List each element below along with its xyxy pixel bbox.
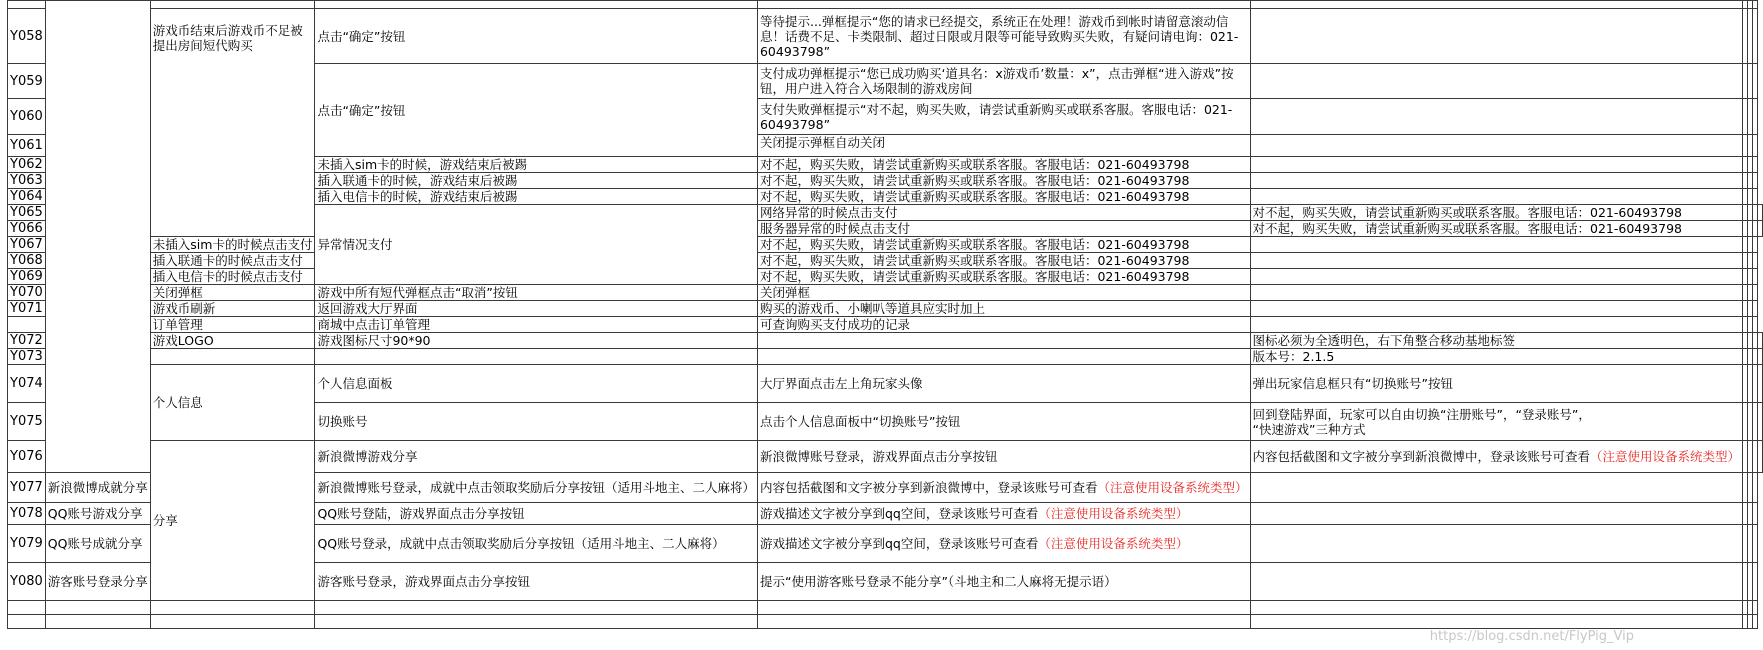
expected-text: 游戏描述文字被分享到qq空间，登录该账号可查看 xyxy=(759,536,1039,551)
table-row xyxy=(8,601,1763,615)
case-id: Y077 xyxy=(8,473,46,503)
test-step: 未插入sim卡的时候点击支付 xyxy=(150,237,315,253)
case-id: Y080 xyxy=(8,563,46,601)
table-row xyxy=(8,317,1763,333)
test-step: 插入电信卡的时候点击支付 xyxy=(150,269,315,285)
expected-result: 弹出玩家信息框只有“切换账号”按钮 xyxy=(1250,365,1743,403)
case-id: Y060 xyxy=(8,99,46,135)
case-id: Y059 xyxy=(8,64,46,99)
test-step: 新浪微博账号登录，成就中点击领取奖励后分享按钮（适用斗地主、二人麻将） xyxy=(315,473,758,503)
expected-result: 对不起，购买失败，请尝试重新购买或联系客服。客服电话：021-60493798 xyxy=(1250,205,1743,221)
case-id: Y070 xyxy=(8,285,46,301)
case-id: Y071 xyxy=(8,301,46,317)
expected-result: 对不起，购买失败，请尝试重新购买或联系客服。客服电话：021-60493798 xyxy=(757,189,1250,205)
test-step: QQ账号登录，成就中点击领取奖励后分享按钮（适用斗地主、二人麻将） xyxy=(315,525,758,563)
expected-result: 购买的游戏币、小喇叭等道具应实时加上 xyxy=(757,301,1250,317)
case-id: Y064 xyxy=(8,189,46,205)
case-id: Y076 xyxy=(8,441,46,473)
test-step: 服务器异常的时候点击支付 xyxy=(757,221,1250,237)
case-id: Y075 xyxy=(8,403,46,441)
case-id: Y061 xyxy=(8,135,46,157)
case-id: Y068 xyxy=(8,253,46,269)
test-step: 大厅界面点击左上角玩家头像 xyxy=(757,365,1250,403)
expected-result: 支付失败弹框提示“对不起，购买失败，请尝试重新购买或联系客服。客服电话：021-60493798” xyxy=(757,99,1250,135)
test-step: 新浪微博账号登录，游戏界面点击分享按钮 xyxy=(757,441,1250,473)
test-step: 返回游戏大厅界面 xyxy=(315,301,758,317)
device-note: （注意使用设备系统类型） xyxy=(1038,536,1189,551)
device-note: （注意使用设备系统类型） xyxy=(1038,506,1189,521)
expected-result: 可查询购买支付成功的记录 xyxy=(757,317,1250,333)
case-id: Y069 xyxy=(8,269,46,285)
module-cell xyxy=(45,1,150,473)
expected-result: 等待提示...弹框提示“您的请求已经提交，系统正在处理！游戏币到帐时请留意滚动信息！话费不足、卡类限制、超过日限或月限等可能导致购买失败，有疑问请电询：021-60493798” xyxy=(757,9,1250,64)
sub-module-cell: 游戏图标尺寸90*90 xyxy=(315,333,758,349)
expected-result xyxy=(757,503,1250,525)
table-row xyxy=(8,285,1763,301)
sub-module-cell: 游戏币结束后游戏币不足被提出房间短代购买 xyxy=(150,9,315,237)
module-label: 游戏LOGO xyxy=(150,333,315,349)
test-step: 游客账号登录，游戏界面点击分享按钮 xyxy=(315,563,758,601)
expected-result: 对不起，购买失败，请尝试重新购买或联系客服。客服电话：021-60493798 xyxy=(757,237,1250,253)
module-label: 个人信息 xyxy=(150,365,315,441)
expected-result: 关闭提示弹框自动关闭 xyxy=(757,135,1250,157)
case-id: Y066 xyxy=(8,221,46,237)
sub-module-cell: 新浪微博游戏分享 xyxy=(315,441,758,473)
table-row xyxy=(8,9,1763,64)
case-id: Y067 xyxy=(8,237,46,253)
module-label: 分享 xyxy=(150,441,315,601)
expected-result xyxy=(1250,403,1743,441)
case-id: Y078 xyxy=(8,503,46,525)
case-id: Y062 xyxy=(8,157,46,173)
sub-module-cell: QQ账号成就分享 xyxy=(45,525,150,563)
expected-result: 版本号：2.1.5 xyxy=(1250,349,1743,365)
sub-module-cell: QQ账号游戏分享 xyxy=(45,503,150,525)
test-step xyxy=(757,349,1250,365)
sub-module-cell: 订单管理 xyxy=(150,317,315,333)
table-row xyxy=(8,301,1763,317)
expected-result: 对不起，购买失败，请尝试重新购买或联系客服。客服电话：021-60493798 xyxy=(757,253,1250,269)
device-note: （注意使用设备系统类型） xyxy=(1097,480,1248,495)
test-step: 插入电信卡的时候，游戏结束后被踢 xyxy=(315,189,758,205)
test-step: 游戏中所有短代弹框点击“取消”按钮 xyxy=(315,285,758,301)
expected-result: 图标必须为全透明色，右下角整合移动基地标签 xyxy=(1250,333,1743,349)
table-row xyxy=(8,237,1763,253)
expected-result: 提示“使用游客账号登录不能分享”（斗地主和二人麻将无提示语） xyxy=(757,563,1250,601)
test-step xyxy=(757,333,1250,349)
table-row xyxy=(8,441,1763,473)
expected-result xyxy=(757,473,1250,503)
sub-module-cell: 游客账号登录分享 xyxy=(45,563,150,601)
sub-module-cell: 新浪微博成就分享 xyxy=(45,473,150,503)
sub-module-cell xyxy=(315,349,758,365)
case-id: Y063 xyxy=(8,173,46,189)
test-step: 网络异常的时候点击支付 xyxy=(757,205,1250,221)
sub-module-cell: 切换账号 xyxy=(315,403,758,441)
case-id: Y058 xyxy=(8,9,46,64)
test-step: 插入联通卡的时候，游戏结束后被踢 xyxy=(315,173,758,189)
test-step: 插入联通卡的时候点击支付 xyxy=(150,253,315,269)
sub-module-cell: 关闭弹框 xyxy=(150,285,315,301)
test-step: 点击“确定”按钮 xyxy=(315,64,758,157)
table-row xyxy=(8,1,1763,9)
case-id: Y074 xyxy=(8,365,46,403)
expected-result-line: 回到登陆界面，玩家可以自由切换“注册账号”，“登录账号”， xyxy=(1252,406,1591,422)
table-row xyxy=(8,365,1763,403)
expected-text: 游戏描述文字被分享到qq空间，登录该账号可查看 xyxy=(759,506,1039,521)
test-step: 未插入sim卡的时候，游戏结束后被踢 xyxy=(315,157,758,173)
case-id xyxy=(8,317,46,333)
case-id: Y065 xyxy=(8,205,46,221)
test-step: QQ账号登陆，游戏界面点击分享按钮 xyxy=(315,503,758,525)
expected-result xyxy=(1250,441,1743,473)
expected-text: 内容包括截图和文字被分享到新浪微博中，登录该账号可查看 xyxy=(1252,449,1591,464)
test-step: 商城中点击订单管理 xyxy=(315,317,758,333)
expected-result: 对不起，购买失败，请尝试重新购买或联系客服。客服电话：021-60493798 xyxy=(757,157,1250,173)
test-case-sheet xyxy=(7,0,1763,629)
case-id: Y073 xyxy=(8,349,46,365)
expected-result: 对不起，购买失败，请尝试重新购买或联系客服。客服电话：021-60493798 xyxy=(757,269,1250,285)
sub-module-cell: 游戏币刷新 xyxy=(150,301,315,317)
expected-result-line: “快速游戏”三种方式 xyxy=(1252,421,1366,437)
table-row xyxy=(8,269,1763,285)
test-step: 点击个人信息面板中“切换账号”按钮 xyxy=(757,403,1250,441)
table-row xyxy=(8,253,1763,269)
sub-module-cell: 个人信息面板 xyxy=(315,365,758,403)
expected-result xyxy=(757,525,1250,563)
case-id: Y079 xyxy=(8,525,46,563)
device-note: （注意使用设备系统类型） xyxy=(1590,449,1741,464)
expected-result: 支付成功弹框提示“您已成功购买‘道具名：x游戏币’数量：x”，点击弹框“进入游戏”按钮，用户进入符合入场限制的游戏房间 xyxy=(757,64,1250,99)
watermark-url: https://blog.csdn.net/FlyPig_Vip xyxy=(1429,629,1634,644)
test-step: 点击“确定”按钮 xyxy=(315,9,758,64)
expected-result: 关闭弹框 xyxy=(757,285,1250,301)
expected-result: 对不起，购买失败，请尝试重新购买或联系客服。客服电话：021-60493798 xyxy=(1250,221,1743,237)
sub-module-cell: 异常情况支付 xyxy=(315,205,758,285)
table-row xyxy=(8,333,1763,349)
expected-text: 内容包括截图和文字被分享到新浪微博中，登录该账号可查看 xyxy=(759,480,1098,495)
table-row xyxy=(8,349,1763,365)
table-row xyxy=(8,615,1763,629)
case-id: Y072 xyxy=(8,333,46,349)
expected-result: 对不起，购买失败，请尝试重新购买或联系客服。客服电话：021-60493798 xyxy=(757,173,1250,189)
